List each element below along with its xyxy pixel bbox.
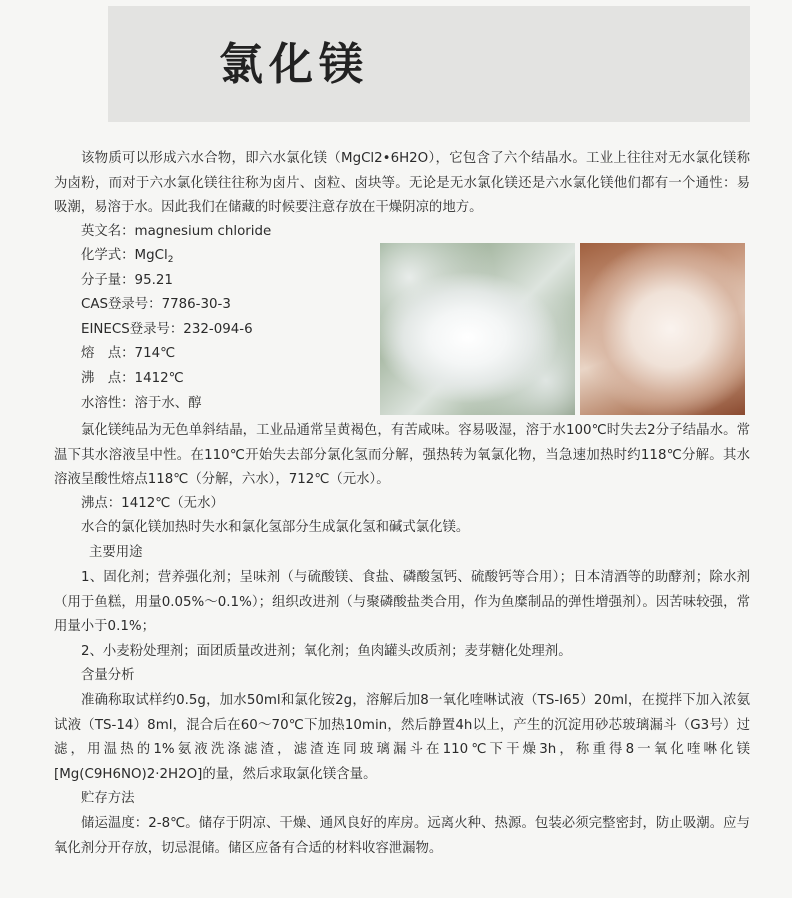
einecs-number: EINECS登录号：232-094-6 <box>81 322 253 337</box>
storage-paragraph: 储运温度：2-8℃。储存于阴凉、干燥、通风良好的库房。远离火种、热源。包装必须完整密封，防止吸潮。应与氧化剂分开存放，切忌混储。储区应备有合适的材料收容泄漏物。 <box>54 816 750 856</box>
boiling-point: 沸 点：1412℃ <box>81 371 184 386</box>
uses-item-2: 2、小麦粉处理剂；面团质量改进剂；氧化剂；鱼肉罐头改质剂；麦芽糖化处理剂。 <box>81 644 572 659</box>
product-photo-crystals-white <box>380 243 575 415</box>
uses-item-1: 1、固化剂；营养强化剂；呈味剂（与硫酸镁、食盐、磷酸氢钙、硫酸钙等合用）；日本清酒等的助酵剂；除水剂（用于鱼糕，用量0.05%～0.1%）；组织改进剂（与聚磷酸盐类合用，作为鱼糜制品的弹性增强剂）。因苦味较强，常用量小于0.1%； <box>54 570 750 634</box>
formula-text: 化学式：MgCl <box>81 248 168 263</box>
title-band <box>108 6 750 122</box>
page-title: 氯化镁 <box>219 39 369 90</box>
description-paragraph: 氯化镁纯品为无色单斜结晶，工业品通常呈黄褐色，有苦咸味。容易吸湿，溶于水100℃时失去2分子结晶水。常温下其水溶液呈中性。在110℃开始失去部分氯化氢而分解，强热转为氧氯化物，当急速加热时约118℃分解。其水溶液呈酸性熔点118℃（分解，六水），712℃（元水）。 <box>54 423 750 487</box>
melting-point: 熔 点：714℃ <box>81 346 176 361</box>
cas-number: CAS登录号：7786-30-3 <box>81 297 231 312</box>
english-name: 英文名：magnesium chloride <box>81 224 272 239</box>
molecular-weight: 分子量：95.21 <box>81 273 173 288</box>
formula-subscript: 2 <box>167 255 174 265</box>
boiling-anhydrous: 沸点：1412℃（无水） <box>81 496 224 511</box>
analysis-paragraph: 准确称取试样约0.5g，加水50ml和氯化铵2g，溶解后加8一氧化喹啉试液（TS-I65）20ml，在搅拌下加入浓氨试液（TS-14）8ml，混合后在60～70℃下加热10min，然后静置4h以上，产生的沉淀用砂芯玻璃漏斗（G3号）过滤，用温热的1%氨液洗涤滤渣，滤渣连同玻璃漏斗在110℃下干燥3h，称重得8一氧化喹啉化镁[Mg(C9H6NO)2·2H2O]的量，然后求取氯化镁含量。 <box>54 693 750 782</box>
intro-paragraph: 该物质可以形成六水合物，即六水氯化镁（MgCl2•6H2O），它包含了六个结晶水。工业上往往对无水氯化镁称为卤粉，而对于六水氯化镁往往称为卤片、卤粒、卤块等。无论是无水氯化镁还是六水氯化镁他们都有一个通性：易吸潮，易溶于水。因此我们在储藏的时候要注意存放在干燥阴凉的地方。 <box>54 151 750 215</box>
product-photo-crystals-flakes <box>580 243 745 415</box>
uses-heading: 主要用途 <box>89 545 143 560</box>
solubility: 水溶性：溶于水、醇 <box>81 396 202 411</box>
hydrate-note: 水合的氯化镁加热时失水和氯化氢部分生成氯化氢和碱式氯化镁。 <box>81 520 470 535</box>
storage-heading: 贮存方法 <box>81 791 135 806</box>
chemical-formula <box>81 244 173 272</box>
analysis-heading: 含量分析 <box>81 668 135 683</box>
